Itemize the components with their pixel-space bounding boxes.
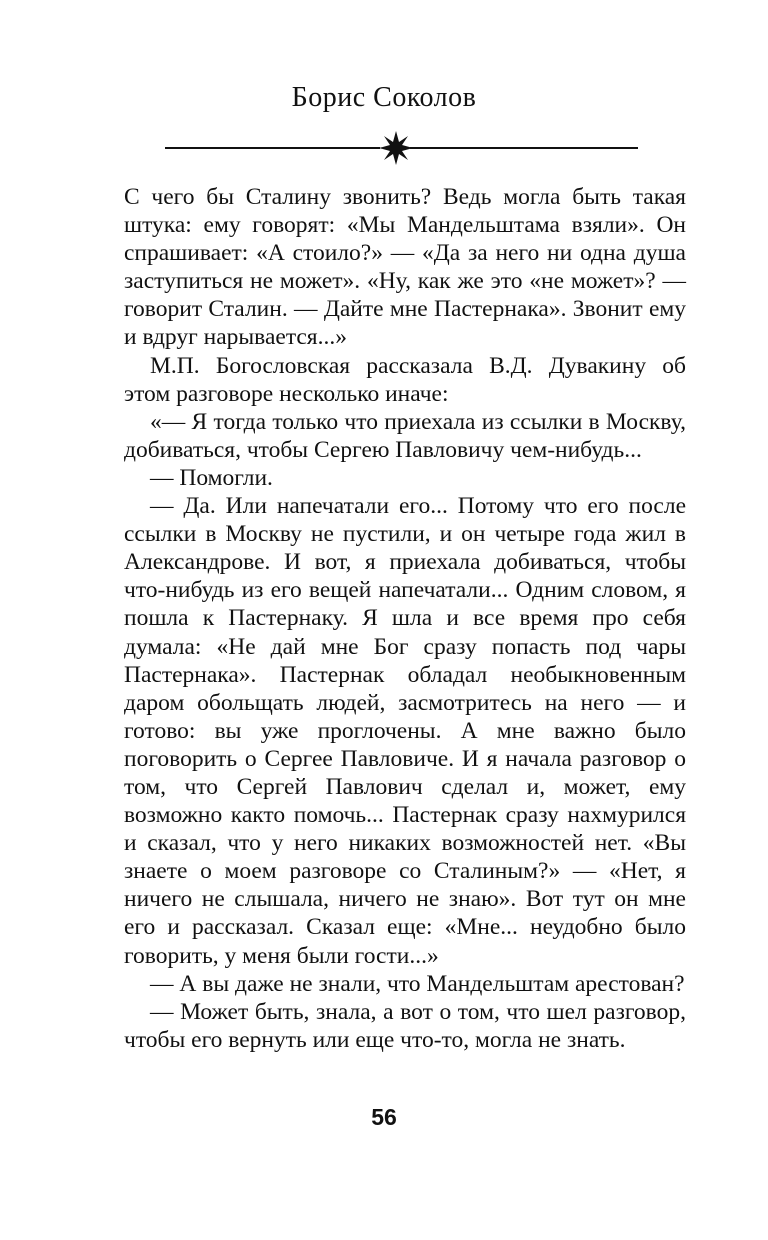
paragraph: «— Я тогда только что приехала из ссылки в Москву, добиваться, чтобы Сергею Павловичу чем-нибудь...: [124, 408, 686, 463]
header-rule-left: [165, 147, 380, 149]
paragraph: М.П. Богословская рассказала В.Д. Дувакину об этом разговоре несколько иначе:: [124, 352, 686, 407]
paragraph: — Да. Или напечатали его... Потому что его после ссылки в Москву не пустили, и он четыре года жил в Александрове. И вот, я приехала добиваться, чтобы что-нибудь из его вещей напечатали... Одним словом, я пошла к Пастернаку. Я шла и все время про себя думала: «Не дай мне Бог сразу попасть под чары Пастернака». Пастернак обладал необыкновенным даром обольщать людей, засмотритесь на него — и готово: вы уже проглочены. А мне важно было поговорить о Сергее Павловиче. И я начала разговор о том, что Сергей Павлович сделал и, может, ему возможно както помочь... Пастернак сразу нахмурился и сказал, что у него никаких возможностей нет. «Вы знаете о моем разговоре со Сталиным?» — «Нет, я ничего не слышала, ничего не знаю». Вот тут он мне его и рассказал. Сказал еще: «Мне... неудобно было говорить, у меня были гости...»: [124, 493, 686, 969]
paragraph: С чего бы Сталину звонить? Ведь могла быть такая штука: ему говорят: «Мы Мандельштама взяли». Он спрашивает: «А стоило?» — «Да за него ни одна душа заступиться не может». «Ну, как же это «не может»? — говорит Сталин. — Дайте мне Пастернака». Звонит ему и вдруг нарывается...»: [124, 184, 686, 351]
page-body-text: [124, 183, 686, 1054]
author-name-header: Борис Соколов: [291, 82, 477, 113]
eight-point-star-icon: [378, 130, 414, 166]
paragraph: — Может быть, знала, а вот о том, что шел разговор, чтобы его вернуть или еще что-то, могла не знать.: [124, 998, 686, 1053]
header-rule-right: [410, 147, 638, 149]
paragraph: — Помогли.: [150, 464, 273, 491]
paragraph: — А вы даже не знали, что Мандельштам арестован?: [150, 970, 685, 997]
page-number: 56: [371, 1104, 397, 1130]
